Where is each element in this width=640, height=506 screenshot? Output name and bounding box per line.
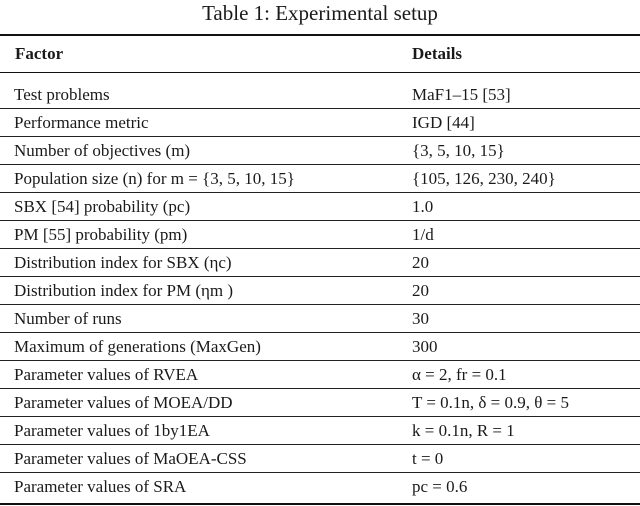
table-body [0,81,640,501]
table-row [0,361,640,389]
factor-cell: Number of runs [14,309,122,328]
table-row [0,333,640,361]
table-row [0,305,640,333]
details-cell: 1/d [412,225,434,244]
header-factor: Factor [15,44,64,63]
table-row [0,109,640,137]
factor-cell: SBX [54] probability (pc) [14,197,191,216]
table-row [0,137,640,165]
table-row [0,473,640,501]
factor-cell: Parameter values of 1by1EA [14,421,210,440]
factor-cell: Maximum of generations (MaxGen) [14,337,261,356]
factor-cell: Performance metric [14,113,149,132]
details-cell: α = 2, fr = 0.1 [412,365,507,384]
factor-cell: Distribution index for SBX (ηc) [14,253,232,272]
details-cell: {105, 126, 230, 240} [412,169,556,188]
details-cell: 30 [412,309,429,328]
factor-cell: Test problems [14,85,110,104]
factor-cell: Parameter values of MOEA/DD [14,393,233,412]
table-header [0,36,640,72]
factor-cell: PM [55] probability (pm) [14,225,188,244]
details-cell: t = 0 [412,449,444,468]
table-row [0,277,640,305]
header-details: Details [412,44,463,63]
factor-cell: Number of objectives (m) [14,141,191,160]
details-cell: pc = 0.6 [412,477,468,496]
table-row [0,445,640,473]
table-row [0,81,640,109]
table-caption: Table 1: Experimental setup [202,1,438,25]
details-cell: T = 0.1n, δ = 0.9, θ = 5 [412,393,569,412]
details-cell: 1.0 [412,197,434,216]
factor-cell: Distribution index for PM (ηm ) [14,281,234,300]
details-cell: {3, 5, 10, 15} [412,141,505,160]
details-cell: MaF1–15 [53] [412,85,511,104]
bottom-rule [0,503,640,505]
table-row [0,249,640,277]
details-cell: 20 [412,281,429,300]
details-cell: k = 0.1n, R = 1 [412,421,515,440]
factor-cell: Parameter values of MaOEA-CSS [14,449,247,468]
header-rule [0,72,640,73]
factor-cell: Population size (n) for m = {3, 5, 10, 15} [14,169,295,188]
table-row [0,193,640,221]
table-row [0,221,640,249]
factor-cell: Parameter values of RVEA [14,365,199,384]
table-row [0,417,640,445]
details-cell: 300 [412,337,438,356]
details-cell: 20 [412,253,429,272]
factor-cell: Parameter values of SRA [14,477,187,496]
table-row [0,165,640,193]
table-row [0,389,640,417]
details-cell: IGD [44] [412,113,475,132]
